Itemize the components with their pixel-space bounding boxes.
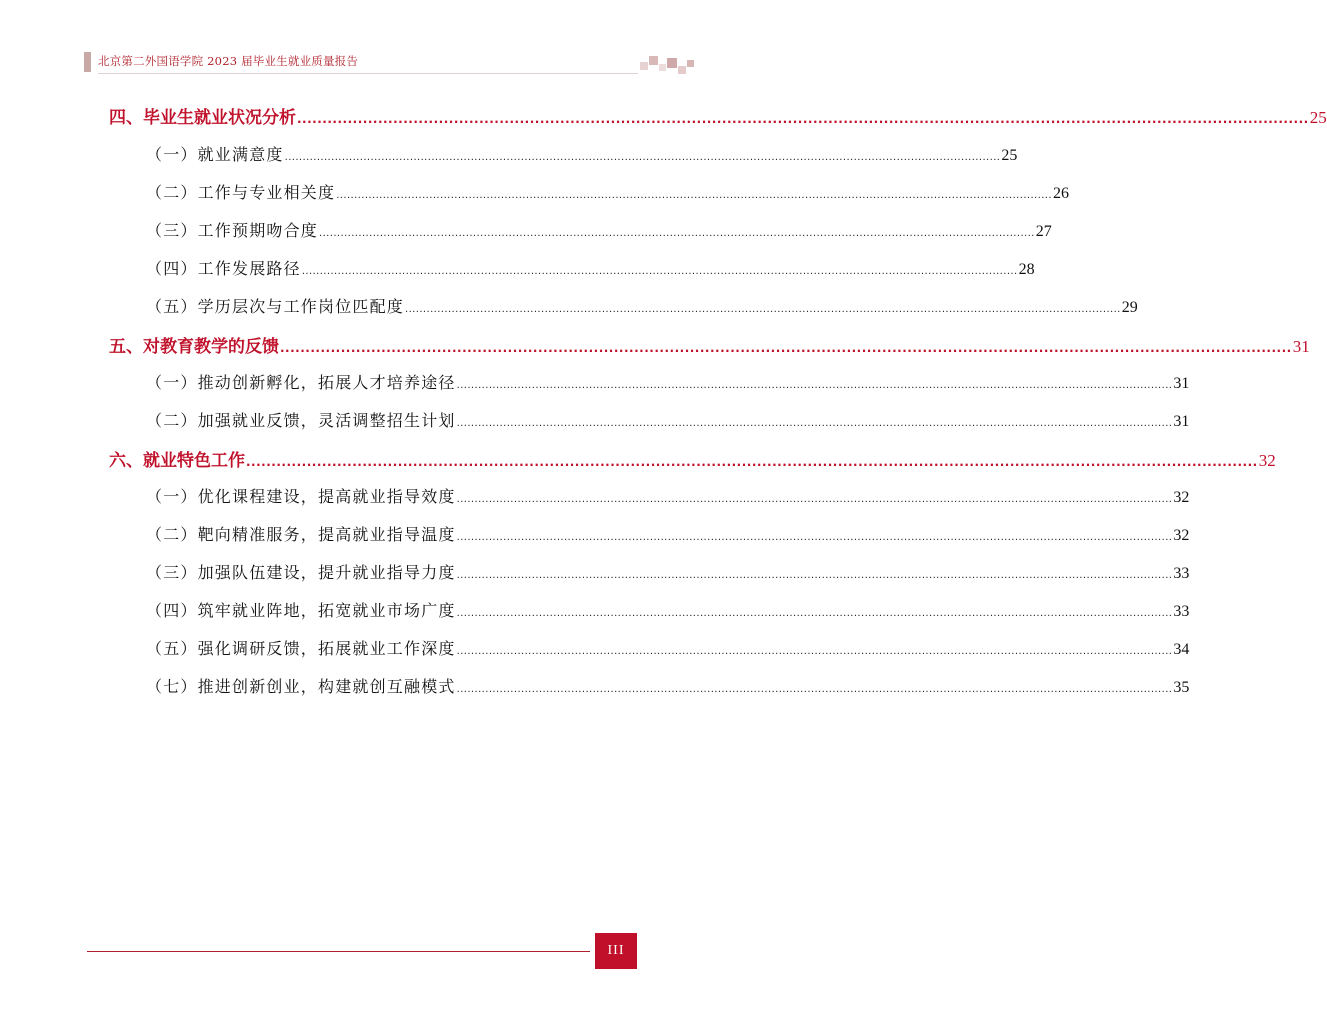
toc-dot-leader: ........................................................................................................................................................................................................ <box>456 570 1173 581</box>
toc-entry-label: （四）工作发展路径 <box>146 259 301 278</box>
toc-entry-page-number: 28 <box>1018 261 1035 278</box>
toc-entry-label: 四、毕业生就业状况分析 <box>109 108 296 128</box>
toc-entry-label: （五）强化调研反馈，拓展就业工作深度 <box>146 639 456 658</box>
toc-dot-leader: ........................................................................................................................................................................................................ <box>456 494 1173 505</box>
toc-entry-label: （四）筑牢就业阵地，拓宽就业市场广度 <box>146 601 456 620</box>
toc-dot-leader: ........................................................................................................................................................................................................ <box>280 341 1292 355</box>
toc-section-entry[interactable] <box>146 560 1190 583</box>
toc-dot-leader: ........................................................................................................................................................................................................ <box>246 455 1258 469</box>
toc-entry-label: （二）工作与专业相关度 <box>146 183 336 202</box>
toc-section-entry[interactable] <box>146 636 1190 659</box>
toc-dot-leader: ........................................................................................................................................................................................................ <box>456 608 1173 619</box>
toc-section-entry[interactable] <box>146 598 1190 621</box>
toc-section-entry[interactable] <box>146 522 1190 545</box>
toc-entry-label: （三）加强队伍建设，提升就业指导力度 <box>146 563 456 582</box>
toc-dot-leader: ........................................................................................................................................................................................................ <box>456 684 1173 695</box>
toc-dot-leader: ........................................................................................................................................................................................................ <box>405 304 1121 315</box>
footer-divider <box>87 951 590 952</box>
toc-dot-leader: ........................................................................................................................................................................................................ <box>456 418 1173 429</box>
toc-dot-leader: ........................................................................................................................................................................................................ <box>319 228 1035 239</box>
toc-entry-label: （一）就业满意度 <box>146 145 284 164</box>
toc-entry-label: 五、对教育教学的反馈 <box>109 337 279 357</box>
toc-entry-page-number: 27 <box>1035 223 1052 240</box>
toc-entry-label: （二）加强就业反馈，灵活调整招生计划 <box>146 411 456 430</box>
toc-section-entry[interactable] <box>146 408 1190 431</box>
toc-entry-page-number: 25 <box>1309 108 1327 127</box>
header-accent-bar <box>84 52 91 72</box>
toc-entry-page-number: 33 <box>1173 603 1190 620</box>
toc-entry-label: （三）工作预期吻合度 <box>146 221 319 240</box>
toc-entry-page-number: 35 <box>1173 679 1190 696</box>
toc-dot-leader: ........................................................................................................................................................................................................ <box>336 190 1052 201</box>
toc-section-entry[interactable] <box>146 218 1052 241</box>
toc-entry-page-number: 31 <box>1292 337 1310 356</box>
toc-entry-page-number: 31 <box>1173 413 1190 430</box>
toc-section-entry[interactable] <box>146 142 1018 165</box>
toc-entry-page-number: 29 <box>1121 299 1138 316</box>
toc-entry-label: （七）推进创新创业，构建就创互融模式 <box>146 677 456 696</box>
toc-dot-leader: ........................................................................................................................................................................................................ <box>456 532 1173 543</box>
running-header-title: 北京第二外国语学院 2023 届毕业生就业质量报告 <box>98 54 359 68</box>
toc-entry-page-number: 32 <box>1173 489 1190 506</box>
toc-section-entry[interactable] <box>146 180 1069 203</box>
toc-entry-label: （一）优化课程建设，提高就业指导效度 <box>146 487 456 506</box>
toc-entry-label: 六、就业特色工作 <box>109 451 245 471</box>
toc-entry-label: （五）学历层次与工作岗位匹配度 <box>146 297 405 316</box>
toc-entry-label: （一）推动创新孵化，拓展人才培养途径 <box>146 373 456 392</box>
toc-section-entry[interactable] <box>146 294 1138 317</box>
toc-entry-page-number: 34 <box>1173 641 1190 658</box>
toc-section-entry[interactable] <box>146 370 1190 393</box>
header-divider <box>98 73 638 74</box>
toc-entry-page-number: 32 <box>1173 527 1190 544</box>
toc-dot-leader: ........................................................................................................................................................................................................ <box>301 266 1018 277</box>
toc-entry-page-number: 33 <box>1173 565 1190 582</box>
toc-dot-leader: ........................................................................................................................................................................................................ <box>284 152 1001 163</box>
toc-dot-leader: ........................................................................................................................................................................................................ <box>297 112 1309 126</box>
page-number-badge: III <box>595 933 637 969</box>
toc-section-entry[interactable] <box>146 256 1035 279</box>
toc-dot-leader: ........................................................................................................................................................................................................ <box>456 646 1173 657</box>
header-decoration-squares-icon <box>640 54 696 76</box>
toc-chapter-entry[interactable] <box>109 332 1310 357</box>
toc-section-entry[interactable] <box>146 674 1190 697</box>
toc-dot-leader: ........................................................................................................................................................................................................ <box>456 380 1173 391</box>
toc-entry-page-number: 32 <box>1258 451 1276 470</box>
toc-entry-page-number: 31 <box>1173 375 1190 392</box>
toc-section-entry[interactable] <box>146 484 1190 507</box>
toc-entry-label: （二）靶向精准服务，提高就业指导温度 <box>146 525 456 544</box>
toc-chapter-entry[interactable] <box>109 446 1276 471</box>
toc-chapter-entry[interactable] <box>109 103 1327 128</box>
toc-entry-page-number: 25 <box>1001 147 1018 164</box>
toc-entry-page-number: 26 <box>1052 185 1069 202</box>
